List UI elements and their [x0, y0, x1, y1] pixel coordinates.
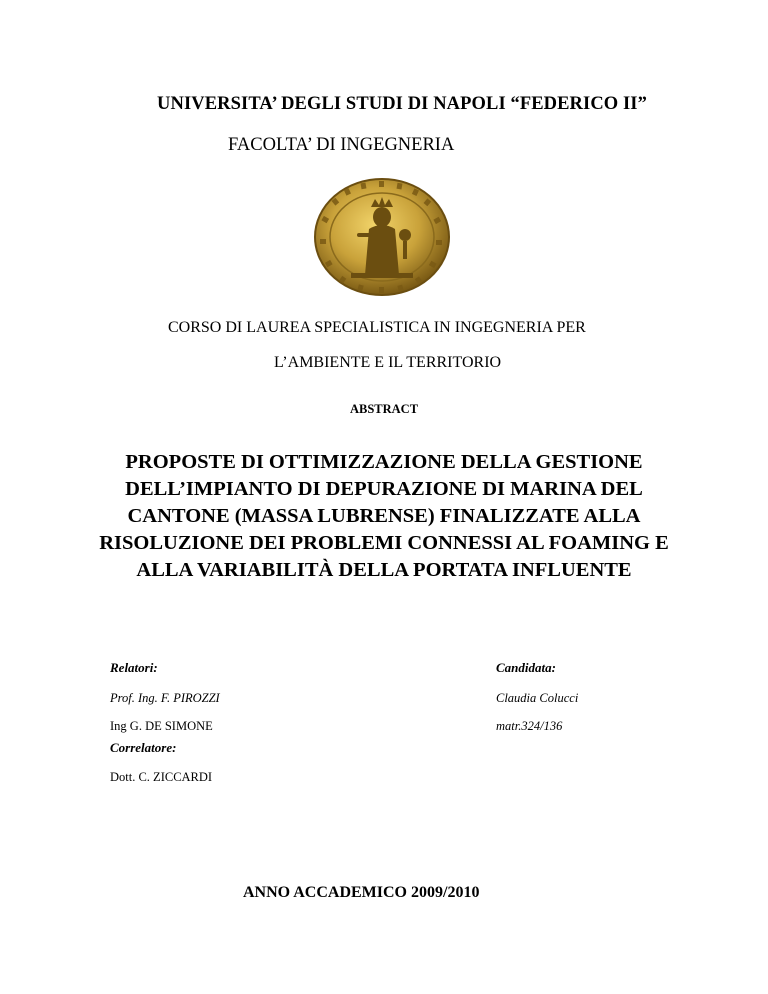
title-line: PROPOSTE DI OTTIMIZZAZIONE DELLA GESTIONE: [125, 451, 643, 473]
candidata-label: Candidata:: [496, 660, 556, 675]
title-line: CANTONE (MASSA LUBRENSE) FINALIZZATE ALLA: [127, 505, 641, 527]
abstract-label: ABSTRACT: [349, 402, 419, 416]
candidata-name: Claudia Colucci: [496, 691, 579, 705]
correlatore-label: Correlatore:: [110, 740, 177, 755]
title-line: RISOLUZIONE DEI PROBLEMI CONNESSI AL FOAMING E: [99, 532, 669, 554]
course-line-1: CORSO DI LAUREA SPECIALISTICA IN INGEGNERIA PER: [168, 319, 586, 336]
faculty-name: FACOLTA’ DI INGEGNERIA: [228, 135, 455, 155]
relatori-label: Relatori:: [110, 660, 158, 675]
candidata-matricola: matr.324/136: [496, 719, 563, 733]
title-line: DELL’IMPIANTO DI DEPURAZIONE DI MARINA DEL: [125, 478, 643, 500]
relatore-name: Ing G. DE SIMONE: [110, 719, 213, 733]
title-line: ALLA VARIABILITÀ DELLA PORTATA INFLUENTE: [136, 559, 632, 581]
course-line-2: L’AMBIENTE E IL TERRITORIO: [274, 354, 502, 371]
university-seal-icon: [313, 177, 451, 297]
academic-year: ANNO ACCADEMICO 2009/2010: [243, 884, 480, 901]
thesis-title: [0, 449, 768, 584]
university-name: UNIVERSITA’ DEGLI STUDI DI NAPOLI “FEDERICO II”: [157, 94, 647, 114]
correlatore-name: Dott. C. ZICCARDI: [110, 770, 213, 784]
relatore-name: Prof. Ing. F. PIROZZI: [110, 691, 220, 705]
